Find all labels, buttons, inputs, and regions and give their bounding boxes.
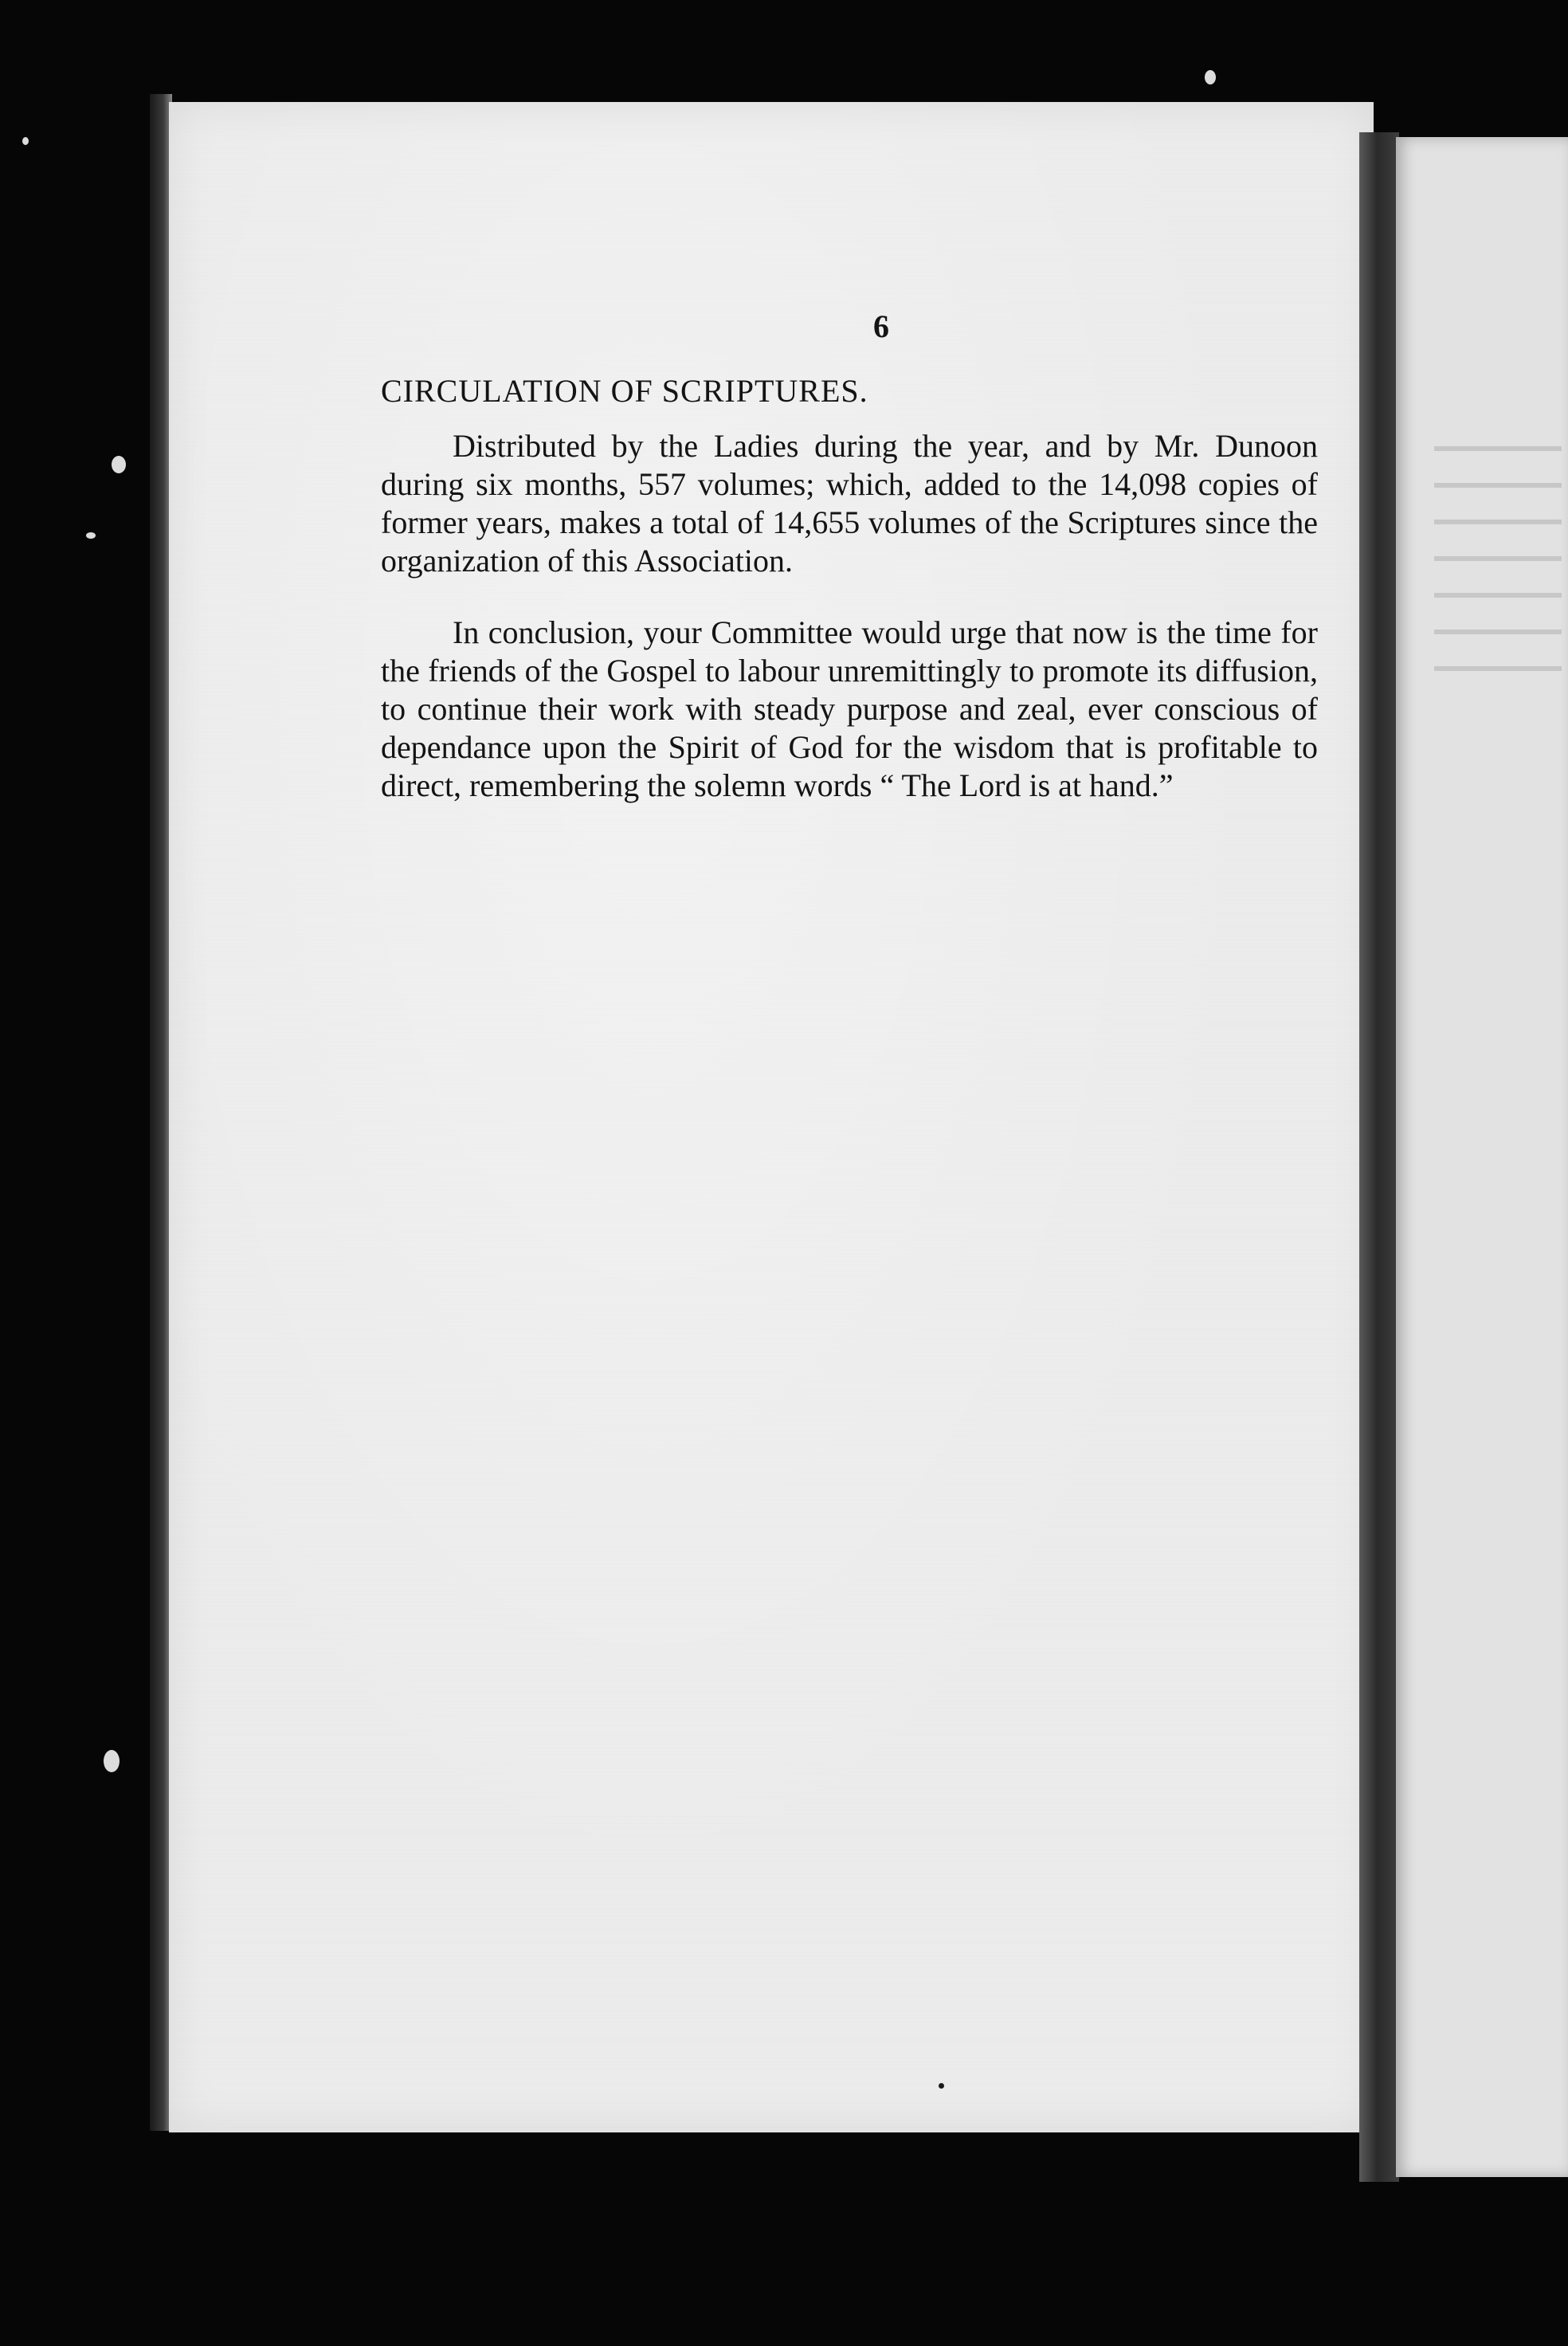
scan-speck <box>1205 70 1216 84</box>
scan-speck <box>86 532 96 539</box>
scan-speck <box>104 1750 120 1772</box>
scan-speck <box>112 456 126 473</box>
paragraph-circulation: Distributed by the Ladies during the year, and by Mr. Dunoon during six months, 557 volumes; which, added to the 14,098 copies of former years, makes a total of 14,655 volumes of the Scriptures since the organization of this Association. <box>381 428 1318 579</box>
page-number: 6 <box>873 308 889 344</box>
facing-page <box>1396 137 1568 2177</box>
paragraph-conclusion: In conclusion, your Committee would urge that now is the time for the friends of the Gospel to labour unremittingly to promote its diffusion, to continue their work with steady purpose and zeal, ever conscious of dependance upon the Spirit of God for the wisdom that is profitable to direct, remembering the solemn words “ The Lord is at hand.” <box>381 614 1318 803</box>
section-heading: CIRCULATION OF SCRIPTURES. <box>381 373 868 409</box>
scan-speck <box>22 137 29 145</box>
page-speck <box>939 2083 944 2089</box>
binding-gutter <box>1359 132 1399 2182</box>
facing-page-bleed-lines <box>1434 446 1562 703</box>
page-content <box>381 308 1318 805</box>
